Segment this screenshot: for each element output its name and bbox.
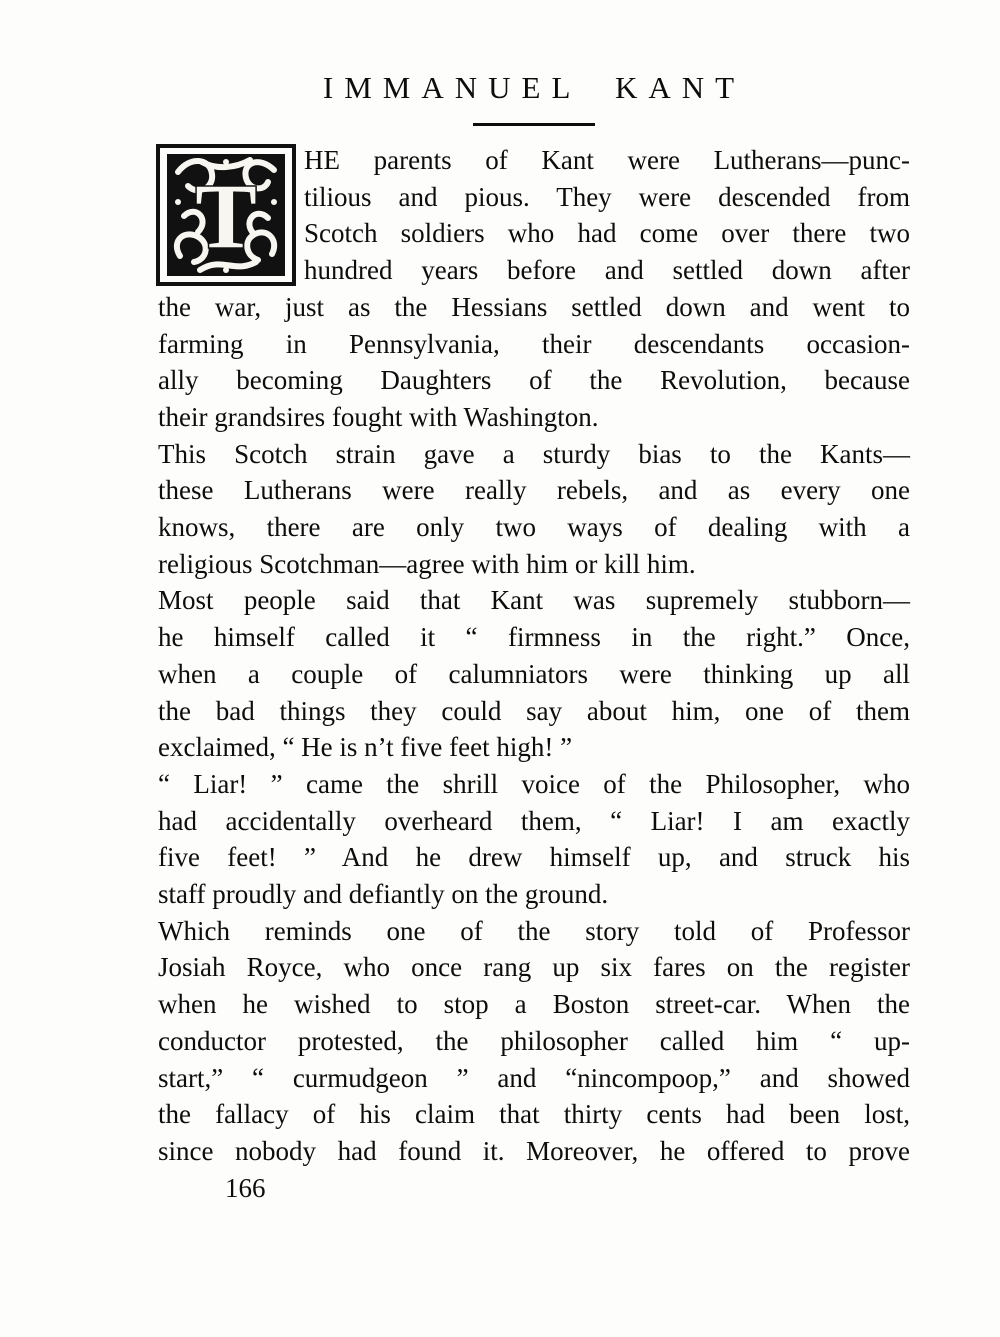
text-line: HE parents of Kant were Lutherans—punc- bbox=[304, 145, 910, 175]
page-number: 166 bbox=[225, 1172, 266, 1203]
text-line: when a couple of calumniators were thinking up all bbox=[158, 658, 910, 689]
text-line: he himself called it “ firmness in the right.” Once, bbox=[158, 622, 910, 653]
text-line: This Scotch strain gave a sturdy bias to the Kants— bbox=[158, 438, 910, 469]
text-line: staff proudly and defiantly on the ground. bbox=[158, 879, 609, 910]
text-line: “ Liar! ” came the shrill voice of the Philosopher, who bbox=[158, 768, 910, 799]
text-line: their grandsires fought with Washington. bbox=[158, 401, 599, 432]
text-line: hundred years before and settled down after bbox=[304, 255, 910, 286]
text-line: start,” “ curmudgeon ” and “nincompoop,” and showed bbox=[158, 1062, 910, 1093]
text-line: exclaimed, “ He is n’t five feet high! ” bbox=[158, 732, 573, 763]
text-line: when he wished to stop a Boston street-car. When the bbox=[158, 989, 910, 1020]
dropcap-ornament-icon bbox=[156, 144, 296, 286]
text-line: the war, just as the Hessians settled down and went to bbox=[158, 291, 910, 322]
text-line: tilious and pious. They were descended from bbox=[304, 181, 910, 212]
dropcap-letter: T bbox=[195, 165, 257, 267]
text-line: these Lutherans were really rebels, and as every one bbox=[158, 475, 910, 506]
text-line: Josiah Royce, who once rang up six fares on the register bbox=[158, 952, 910, 983]
text-line: ally becoming Daughters of the Revolution, because bbox=[158, 365, 910, 396]
page-heading bbox=[158, 70, 910, 126]
text-line: Scotch soldiers who had come over there two bbox=[304, 218, 910, 249]
page-title: IMMANUEL KANT bbox=[322, 70, 746, 105]
text-line: conductor protested, the philosopher called him “ up- bbox=[158, 1025, 910, 1056]
text-line: religious Scotchman—agree with him or kill him. bbox=[158, 548, 696, 579]
text-line: Most people said that Kant was supremely stubborn— bbox=[158, 585, 910, 616]
body-text bbox=[158, 142, 910, 1206]
text-line: five feet! ” And he drew himself up, and struck his bbox=[158, 842, 910, 873]
text-line: the fallacy of his claim that thirty cents had been lost, bbox=[158, 1099, 910, 1130]
text-line: Which reminds one of the story told of Professor bbox=[158, 915, 910, 946]
text-line: had accidentally overheard them, “ Liar! I am exactly bbox=[158, 805, 910, 836]
text-line: farming in Pennsylvania, their descendants occasion- bbox=[158, 328, 910, 359]
text-line: since nobody had found it. Moreover, he offered to prove bbox=[158, 1135, 910, 1166]
text-line: the bad things they could say about him, one of them bbox=[158, 695, 910, 726]
text-line: knows, there are only two ways of dealing with a bbox=[158, 512, 910, 543]
title-rule bbox=[473, 123, 595, 126]
